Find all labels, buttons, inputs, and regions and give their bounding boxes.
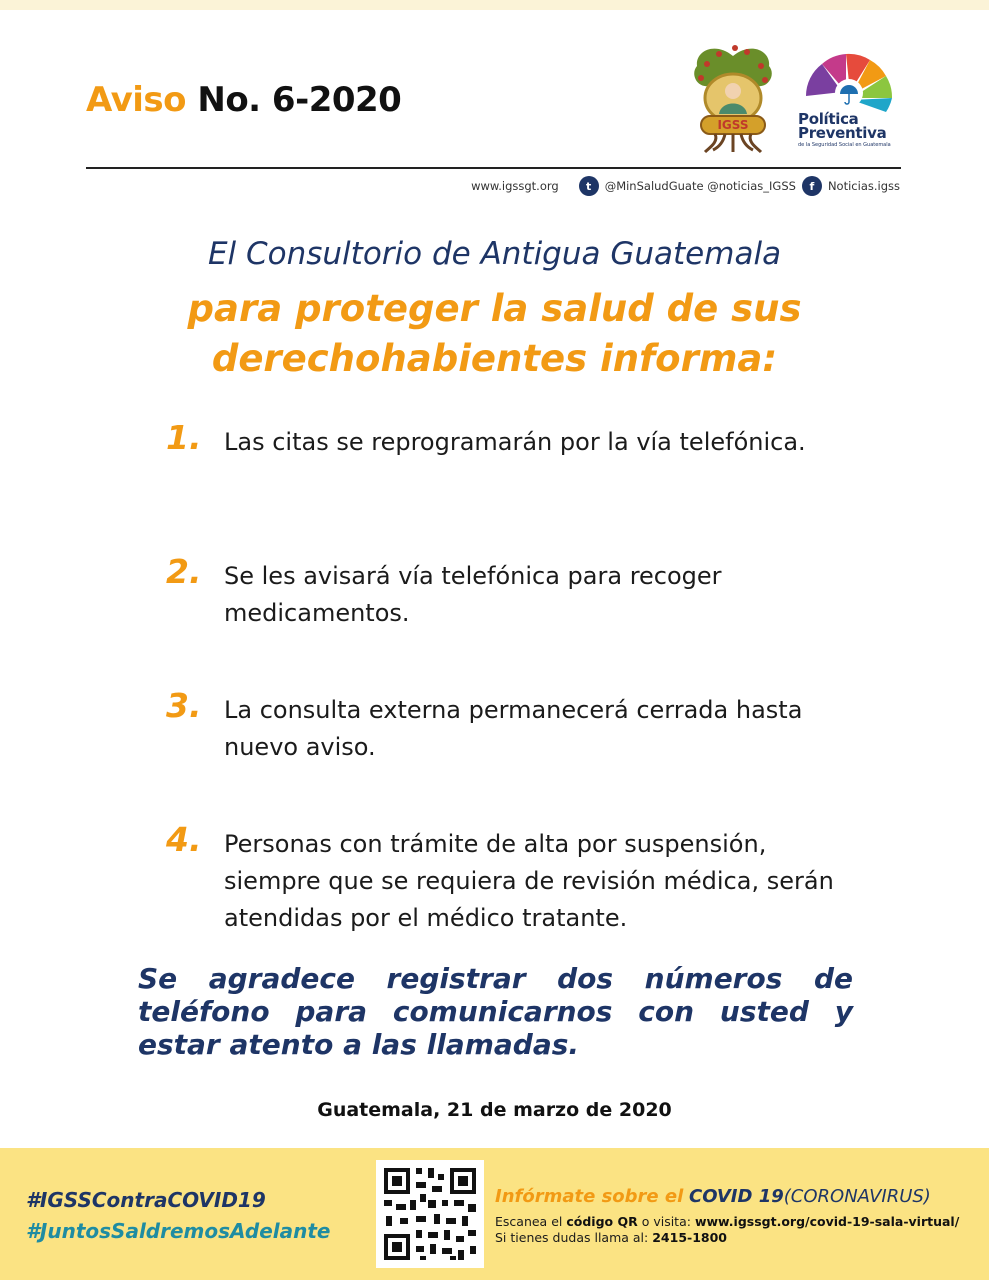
phone-line (495, 1230, 727, 1245)
twitter-handles[interactable]: @MinSaludGuate @noticias_IGSS (604, 179, 796, 193)
item-text: Personas con trámite de alta por suspensión, siempre que se requiera de revisión médica, serán atendidas por el médico tratante. (224, 830, 834, 932)
social-links (471, 176, 900, 196)
scan-text-1: Escanea el (495, 1214, 563, 1229)
website-link[interactable]: www.igssgt.org (471, 179, 559, 193)
scan-bold: código QR (566, 1214, 638, 1229)
header-divider (86, 167, 901, 169)
item-text: Se les avisará vía telefónica para recoger medicamentos. (224, 562, 722, 627)
scan-url[interactable]: www.igssgt.org/covid-19-sala-virtual/ (694, 1214, 960, 1229)
info-prefix: Infórmate sobre el (495, 1186, 684, 1207)
item-text: Las citas se reprogramarán por la vía telefónica. (224, 428, 806, 456)
facebook-handle[interactable]: Noticias.igss (827, 179, 900, 193)
title-line-2: para proteger la salud de sus (187, 287, 802, 330)
top-strip (0, 0, 989, 10)
pp-line2: Preventiva (798, 124, 887, 142)
scan-instructions (495, 1214, 959, 1229)
politica-preventiva-text (798, 112, 910, 148)
phone-number[interactable]: 2415-1800 (652, 1230, 728, 1245)
info-paren: (CORONAVIRUS) (783, 1186, 931, 1207)
thanks-message: Se agradece registrar dos números de teléfono para comunicarnos con usted y estar atento a las llamadas. (138, 962, 853, 1061)
twitter-icon: t (579, 176, 599, 196)
info-covid: COVID 19 (689, 1186, 784, 1207)
hashtag-igss: #IGSSContraCOVID19 (26, 1188, 266, 1212)
phone-text: Si tienes dudas llama al: (495, 1230, 649, 1245)
hashtag-juntos: #JuntosSaldremosAdelante (26, 1219, 331, 1243)
item-number: 2. (166, 552, 202, 591)
title-orange (0, 284, 989, 384)
notice-number: No. 6-2020 (197, 80, 402, 120)
notice-word: Aviso (86, 80, 187, 120)
pp-line3: de la Seguridad Social en Guatemala (798, 142, 891, 148)
item-text: La consulta externa permanecerá cerrada hasta nuevo aviso. (224, 696, 803, 761)
facebook-icon: f (802, 176, 822, 196)
title-line-1: El Consultorio de Antigua Guatemala (207, 236, 782, 272)
igss-logo-text: IGSS (717, 118, 749, 132)
notice-title (86, 80, 401, 120)
pp-line1: Política (798, 110, 859, 128)
date-line: Guatemala, 21 de marzo de 2020 (317, 1099, 672, 1121)
item-number: 4. (166, 820, 202, 859)
item-number: 1. (166, 418, 202, 457)
qr-code-icon[interactable] (376, 1160, 484, 1268)
igss-logo (685, 36, 781, 156)
title-line-3: derechohabientes informa: (211, 337, 778, 380)
item-number: 3. (166, 686, 202, 725)
covid-info-heading (495, 1186, 931, 1207)
scan-text-2: o visita: (641, 1214, 691, 1229)
